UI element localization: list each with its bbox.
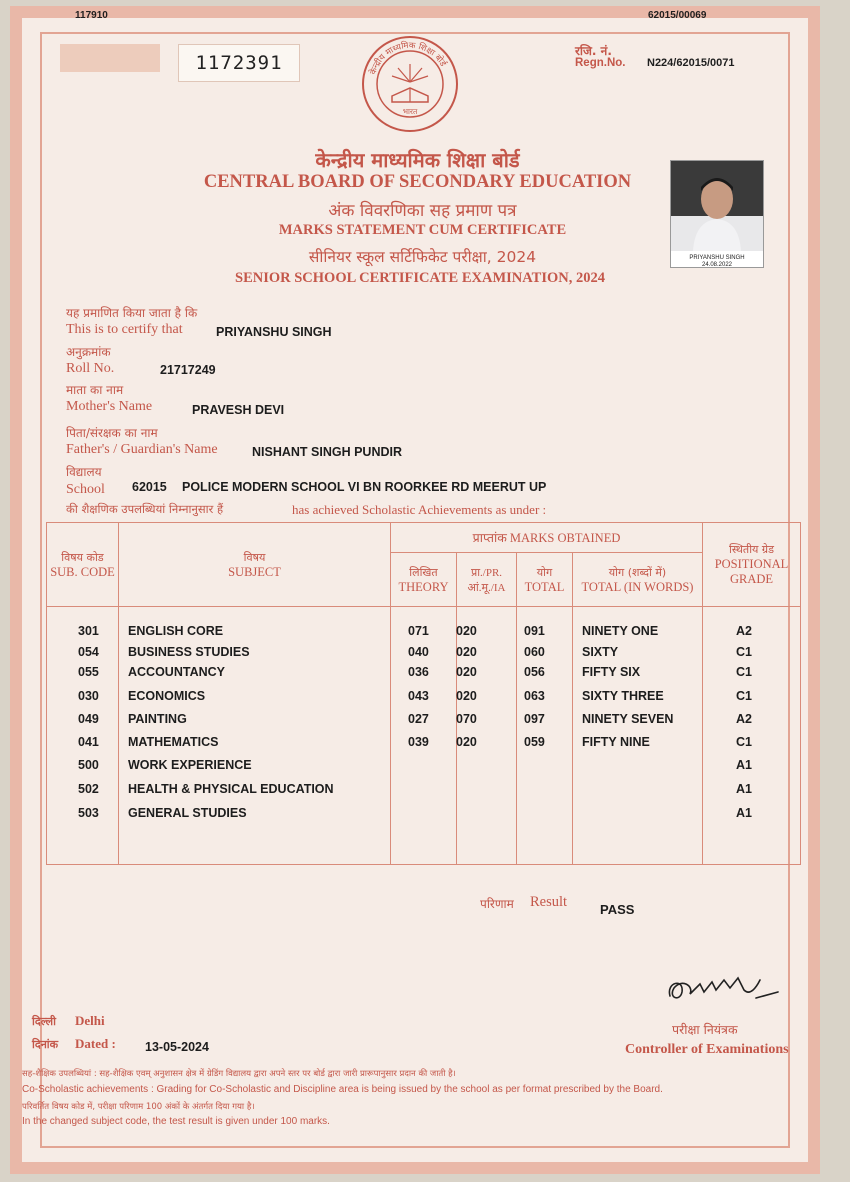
mother-name: PRAVESH DEVI bbox=[192, 403, 285, 417]
cell-name: ENGLISH CORE bbox=[128, 624, 224, 638]
cell-ia: 020 bbox=[456, 689, 477, 703]
student-name: PRIYANSHU SINGH bbox=[216, 325, 332, 339]
doc-title-en: MARKS STATEMENT CUM CERTIFICATE bbox=[278, 222, 567, 238]
cell-name: WORK EXPERIENCE bbox=[128, 758, 252, 772]
cell-words: FIFTY NINE bbox=[582, 735, 650, 749]
cell-code: 500 bbox=[78, 758, 99, 772]
cell-total: 060 bbox=[524, 645, 545, 659]
roll-number: 21717249 bbox=[160, 363, 216, 377]
cell-name: BUSINESS STUDIES bbox=[128, 645, 250, 659]
header-words bbox=[573, 553, 703, 607]
cell-name: HEALTH & PHYSICAL EDUCATION bbox=[128, 782, 334, 796]
place-hi: दिल्ली bbox=[32, 1015, 56, 1028]
header-subject-en: SUBJECT bbox=[228, 564, 281, 579]
cell-code: 041 bbox=[78, 735, 99, 749]
result-value: PASS bbox=[600, 902, 635, 917]
issue-date: 13-05-2024 bbox=[145, 1040, 209, 1054]
cell-ia: 020 bbox=[456, 735, 477, 749]
seal-ring-text: केन्द्रीय माध्यमिक शिक्षा बोर्ड bbox=[368, 40, 448, 77]
cell-words: FIFTY SIX bbox=[582, 665, 641, 679]
header-theory-hi: लिखित bbox=[409, 565, 438, 579]
result-label-en: Result bbox=[530, 894, 568, 910]
table-row bbox=[46, 645, 800, 665]
cell-ia: 020 bbox=[456, 624, 477, 638]
header-theory bbox=[391, 553, 457, 607]
cell-name: ACCOUNTANCY bbox=[128, 665, 225, 679]
cell-grade: A1 bbox=[736, 806, 752, 820]
header-sub-code bbox=[47, 523, 119, 607]
place-en: Delhi bbox=[75, 1013, 105, 1028]
header-total bbox=[517, 553, 573, 607]
table-row bbox=[46, 806, 800, 826]
cell-grade: C1 bbox=[736, 645, 752, 659]
school-name: POLICE MODERN SCHOOL VI BN ROORKEE RD MEERUT UP bbox=[182, 480, 547, 494]
student-photo-icon bbox=[671, 161, 763, 251]
school-label-hi: विद्यालय bbox=[66, 465, 102, 479]
table-row bbox=[46, 735, 800, 755]
cell-code: 503 bbox=[78, 806, 99, 820]
regn-label-hi: रजि. नं. bbox=[575, 44, 612, 58]
table-row bbox=[46, 758, 800, 778]
achieved-label-hi: की शैक्षणिक उपलब्धियां निम्नानुसार हैं bbox=[66, 502, 224, 516]
cell-name: MATHEMATICS bbox=[128, 735, 219, 749]
cell-ia: 070 bbox=[456, 712, 477, 726]
doc-title-hi: अंक विवरणिका सह प्रमाण पत्र bbox=[328, 201, 517, 221]
cell-words: SIXTY bbox=[582, 645, 619, 659]
serial-stamp bbox=[60, 44, 160, 72]
seal-bottom-text: भारत bbox=[402, 107, 418, 116]
cell-grade: A2 bbox=[736, 624, 752, 638]
cell-theory: 036 bbox=[408, 665, 429, 679]
cell-theory: 039 bbox=[408, 735, 429, 749]
top-right-number: 62015/00069 bbox=[648, 10, 707, 21]
school-code: 62015 bbox=[132, 480, 167, 494]
cell-grade: A2 bbox=[736, 712, 752, 726]
cell-code: 301 bbox=[78, 624, 99, 638]
cell-code: 502 bbox=[78, 782, 99, 796]
serial-box bbox=[178, 44, 300, 82]
cell-theory: 040 bbox=[408, 645, 429, 659]
cell-code: 055 bbox=[78, 665, 99, 679]
header-grade-hi: स्थितीय ग्रेड bbox=[728, 543, 775, 556]
cell-name: GENERAL STUDIES bbox=[128, 806, 247, 820]
header-total-hi: योग bbox=[536, 565, 553, 579]
cell-words: SIXTY THREE bbox=[582, 689, 664, 703]
cell-grade: A1 bbox=[736, 758, 752, 772]
cell-theory: 027 bbox=[408, 712, 429, 726]
cell-grade: C1 bbox=[736, 689, 752, 703]
controller-label-en: Controller of Examinations bbox=[625, 1042, 789, 1057]
mother-label-hi: माता का नाम bbox=[66, 383, 124, 397]
cell-ia: 020 bbox=[456, 665, 477, 679]
certify-label-hi: यह प्रमाणित किया जाता है कि bbox=[66, 306, 198, 320]
cell-ia: 020 bbox=[456, 645, 477, 659]
header-subject-hi: विषय bbox=[243, 550, 266, 564]
cell-words: NINETY SEVEN bbox=[582, 712, 674, 726]
board-name-en: CENTRAL BOARD OF SECONDARY EDUCATION bbox=[203, 172, 632, 192]
cell-code: 054 bbox=[78, 645, 99, 659]
serial-number: 1172391 bbox=[195, 52, 283, 74]
note2-en: In the changed subject code, the test result is given under 100 marks. bbox=[22, 1116, 330, 1127]
cell-total: 091 bbox=[524, 624, 545, 638]
header-words-en: TOTAL (IN WORDS) bbox=[581, 579, 694, 594]
top-left-number: 117910 bbox=[75, 10, 108, 21]
student-photo bbox=[670, 160, 764, 268]
table-row bbox=[46, 665, 800, 685]
board-name-hi: केन्द्रीय माध्यमिक शिक्षा बोर्ड bbox=[315, 148, 520, 172]
table-row bbox=[46, 624, 800, 644]
cell-grade: C1 bbox=[736, 665, 752, 679]
dated-en: Dated : bbox=[75, 1036, 116, 1051]
result-label-hi: परिणाम bbox=[480, 897, 514, 911]
exam-title-hi: सीनियर स्कूल सर्टिफिकेट परीक्षा, 2024 bbox=[308, 248, 537, 266]
roll-label-hi: अनुक्रमांक bbox=[66, 345, 111, 359]
photo-caption-date: 24.08.2022 bbox=[701, 262, 733, 268]
roll-label-en: Roll No. bbox=[66, 361, 115, 376]
controller-signature-icon bbox=[660, 968, 780, 1012]
note2-hi: परिवर्तित विषय कोड में, परीक्षा परिणाम 100 अंकों के अंतर्गत दिया गया है। bbox=[22, 1102, 255, 1112]
header-ia bbox=[457, 553, 517, 607]
header-grade-en: POSITIONAL GRADE bbox=[714, 557, 789, 586]
header-words-hi: योग (शब्दों में) bbox=[608, 565, 667, 579]
cell-theory: 043 bbox=[408, 689, 429, 703]
controller-label-hi: परीक्षा नियंत्रक bbox=[672, 1022, 738, 1037]
cell-name: ECONOMICS bbox=[128, 689, 206, 703]
cell-grade: A1 bbox=[736, 782, 752, 796]
cbse-seal-icon bbox=[360, 34, 460, 134]
father-label-en: Father's / Guardian's Name bbox=[66, 442, 218, 457]
father-name: NISHANT SINGH PUNDIR bbox=[252, 445, 403, 459]
header-total-en: TOTAL bbox=[524, 579, 565, 594]
cell-code: 030 bbox=[78, 689, 99, 703]
table-row bbox=[46, 689, 800, 709]
exam-title-en: SENIOR SCHOOL CERTIFICATE EXAMINATION, 2024 bbox=[235, 270, 605, 286]
mother-label-en: Mother's Name bbox=[66, 399, 153, 414]
header-subject bbox=[119, 523, 391, 607]
cell-theory: 071 bbox=[408, 624, 429, 638]
cell-code: 049 bbox=[78, 712, 99, 726]
header-sub-code-en: SUB. CODE bbox=[50, 564, 115, 579]
header-ia-text: प्रा./PR. आं.मू./IA bbox=[467, 566, 506, 594]
cell-total: 059 bbox=[524, 735, 545, 749]
header-grade bbox=[703, 523, 801, 607]
table-row bbox=[46, 712, 800, 732]
note1-en: Co-Scholastic achievements : Grading for Co-Scholastic and Discipline area is being issued by the school as per format prescribed by the Board. bbox=[22, 1084, 663, 1095]
photo-caption-name: PRIYANSHU SINGH bbox=[689, 255, 745, 261]
cell-total: 056 bbox=[524, 665, 545, 679]
cell-name: PAINTING bbox=[128, 712, 187, 726]
cell-grade: C1 bbox=[736, 735, 752, 749]
cell-words: NINETY ONE bbox=[582, 624, 659, 638]
cell-total: 063 bbox=[524, 689, 545, 703]
header-sub-code-hi: विषय कोड bbox=[61, 550, 104, 564]
header-marks-obtained: प्राप्तांक MARKS OBTAINED bbox=[391, 523, 703, 553]
note1-hi: सह-शैक्षिक उपलब्धियां : सह-शैक्षिक एवम् अनुशासन क्षेत्र में ग्रेडिंग विद्यालय द्वारा अपने स्तर पर बोर्ड द्वारा जारी प्रारूपानुसार प्रदान की जाती है। bbox=[22, 1069, 456, 1079]
regn-value: N224/62015/0071 bbox=[647, 57, 735, 69]
regn-label-en: Regn.No. bbox=[575, 57, 626, 69]
certify-label-en: This is to certify that bbox=[66, 322, 183, 337]
dated-hi: दिनांक bbox=[32, 1038, 59, 1051]
header-theory-en: THEORY bbox=[398, 579, 449, 594]
school-label-en: School bbox=[66, 482, 105, 497]
cell-total: 097 bbox=[524, 712, 545, 726]
achieved-label-en: has achieved Scholastic Achievements as under : bbox=[292, 502, 547, 517]
table-row bbox=[46, 782, 800, 802]
father-label-hi: पिता/संरक्षक का नाम bbox=[66, 426, 158, 440]
